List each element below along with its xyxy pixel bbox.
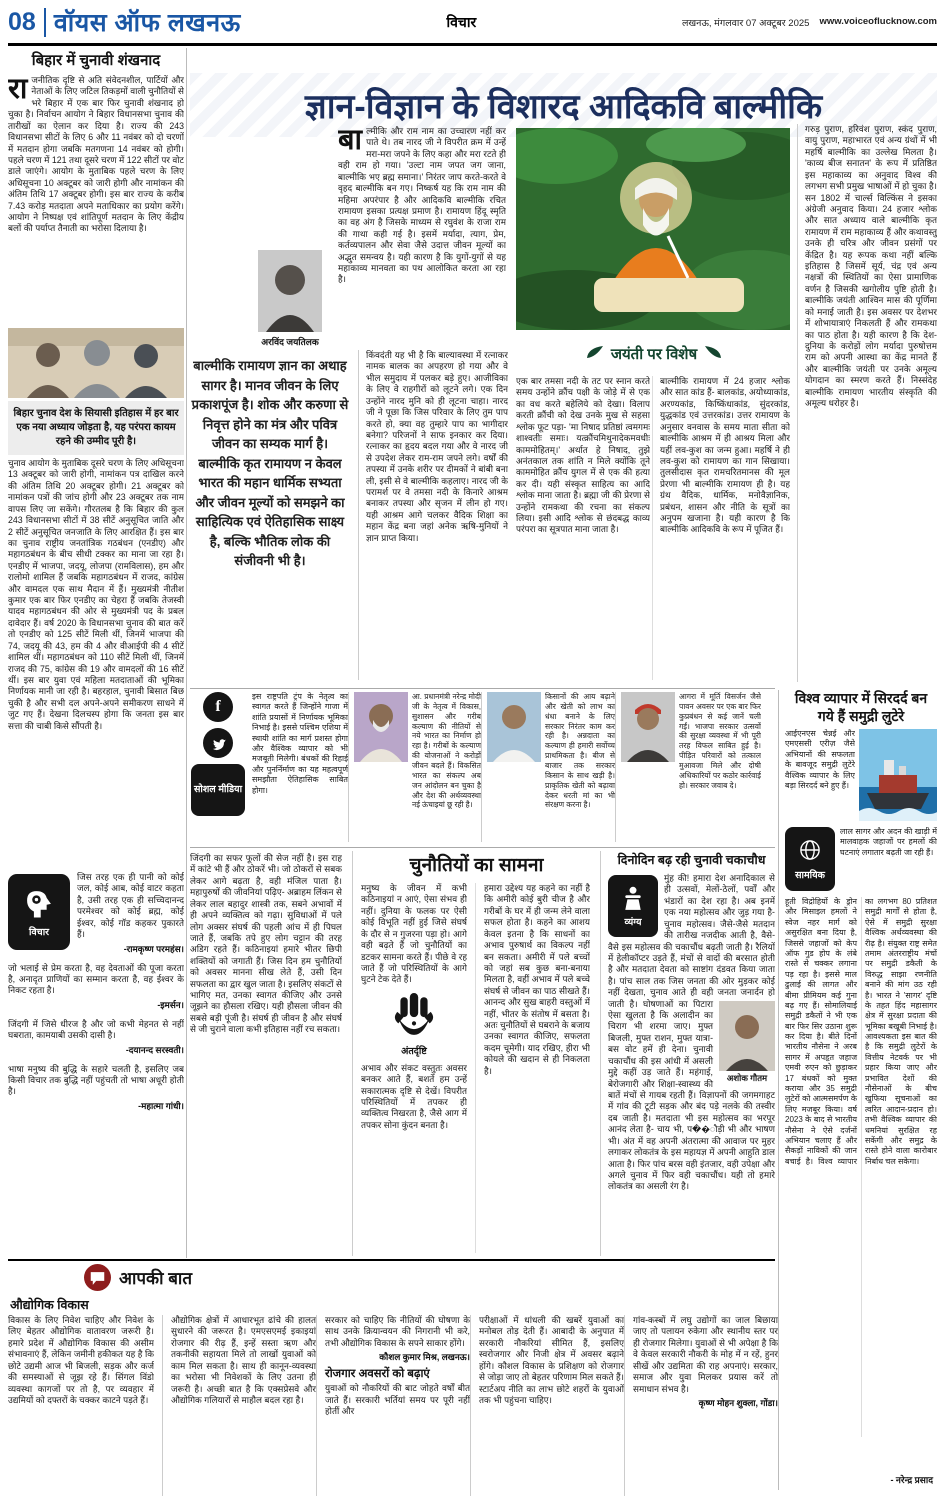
thinker-icon bbox=[22, 886, 56, 925]
author-name: अरविंद जयतिलक bbox=[261, 337, 319, 347]
column-divider bbox=[186, 48, 187, 1258]
challenges-body-1a: मनुष्य के जीवन में कभी कठिनाइयां न आएं, ऐसा संभव ही नहीं। दुनिया के फलक पर ऐसी कोई विभूति नहीं हुई जिसे संघर्ष के दौर से न गुजरना पड़ा हो। आगे वही बढ़ते हैं जो चुनौतियों का डटकर सामना करते हैं। पीछे वे रह जाते हैं जो परिस्थितियों के आगे घुटने टेक देते हैं। bbox=[361, 883, 467, 985]
columnist-photo bbox=[719, 1001, 775, 1071]
ship-photo bbox=[859, 729, 937, 821]
section-title: विचार bbox=[446, 13, 477, 30]
satire-badge-label: व्यंग्य bbox=[624, 917, 642, 929]
valmiki-article bbox=[190, 118, 937, 686]
challenges-body-1b: अभाव और संकट वस्तुतः अवसर बनकर आते हैं, बशर्ते हम उन्हें सकारात्मक दृष्टि से देखें। विपरीत परिस्थितियों में तपकर ही व्यक्तित्व निखरता है, जैसे आग में तपकर सोना कुंदन बनता है। bbox=[361, 1062, 467, 1130]
page-header bbox=[8, 3, 937, 41]
page-number: 08 bbox=[8, 8, 46, 37]
letter-col-b: औद्योगिक क्षेत्रों में आधारभूत ढांचे की हालत सुधारने की जरूरत है। एमएसएमई इकाइयां रोजगार की रीढ़ हैं, इन्हें सस्ता ऋण और तकनीकी सहायता मिले तो लाखों युवाओं को काम मिल सकता है। साथ ही कानून-व्यवस्था का भरोसा भी निवेशकों के लिए उतना ही जरूरी है। अच्छी बात है कि एक्सप्रेसवे और औद्योगिक गलियारों से माहौल बदल रहा है। bbox=[162, 1315, 316, 1496]
shivraj-post bbox=[481, 692, 615, 842]
leaf-icon bbox=[586, 345, 604, 363]
quote-text: जिंदगी में जिसे धीरज है और जो कभी मेहनत से नहीं घबराता, कामयाबी उसकी दासी है। bbox=[8, 1018, 184, 1041]
social-media-badge bbox=[191, 764, 245, 816]
letter-byline-2: कृष्ण मोहन शुक्ला, गोंडा। bbox=[698, 1397, 778, 1408]
social-post-text: इस राष्ट्रपति ट्रंप के नेतृत्व का स्वागत करते हैं जिन्होंने गाजा में शांति प्रयासों में निर्णायक भूमिका निभाई है। इससे पश्चिम एशिया में स्थायी शांति का मार्ग प्रशस्त होगा और वैश्विक व्यापार को भी मजबूती मिलेगी। बंधकों की रिहाई और पुनर्निर्माण का यह महत्वपूर्ण समझौता ऐतिहासिक साबित होगा। bbox=[252, 692, 348, 795]
bihar-article bbox=[8, 50, 184, 850]
letter-byline-1: कौशल कुमार मिश्र, लखनऊ। bbox=[379, 1352, 470, 1363]
columnist-name: अशोक गौतम bbox=[726, 1072, 768, 1083]
glare-body-2: घोषणाओं का पिटारा ऐसा खुलता है कि अलादीन का चिराग भी शरमा जाए। मुफ्त बिजली, मुफ्त राशन, मुफ्त यात्रा- बस वोट हमें ही देना। चुनावी चकाचौंध की इस आंधी में असली मुद्दे कहीं उड़ जाते हैं। महंगाई, बेरोजगारी और शिक्षा-स्वास्थ्य की बातें मंचों से गायब रहती हैं। विज्ञापनों की जगमगाहट में गांव की टूटी सड़क और बंद पड़े नलके की तस्वीर दब जाती है। मतदाता भी इस महोत्सव का भरपूर आनंद लेता है- चाय भी, प��ौड़ी भी और भाषण भी। अंत में वह अपनी अंतरात्मा की आवाज पर मुहर लगाकर लोकतंत्र के इस महायज्ञ में अपनी आहुति डाल आता है। फिर पांच बरस वही इंतजार, वही उपेक्षा और अगले चुनाव में फिर वही चकाचौंध। यही तो हमारे लोकतंत्र का असली रंग है। bbox=[608, 998, 775, 1192]
bihar-body-1: राजनीतिक दृष्टि से अति संवेदनशील, पार्टियों और नेताओं के लिए जटिल तिकड़मों वाली चुनौतियों से भरे बिहार में एक बार फिर चुनावी शंखनाद हो चुका है। निर्वाचन आयोग ने बिहार विधानसभा चुनाव की तारीखों का ऐलान कर दिया है। राज्य की 243 विधानसभा सीटों के लिए 6 और 11 नवंबर को दो चरणों में मतदान होगा जबकि मतगणना 14 नवंबर को होगी। पहले चरण में 121 तथा दूसरे चरण में 122 सीटों पर वोट डाले जाएंगे। आयोग के मुताबिक पहले चरण के लिए अधिसूचना 10 अक्टूबर को जारी होगी और नामांकन की अंतिम तिथि 17 अक्टूबर होगी। इस बार राज्य के करीब 7.43 करोड़ मतदाता अपने मताधिकार का प्रयोग करेंगे। आयोग ने निष्पक्ष एवं शांतिपूर्ण मतदान के लिए केंद्रीय बलों की पर्याप्त तैनाती का भरोसा दिलाया है। bbox=[8, 75, 184, 234]
glare-headline: दिनोदिन बढ़ रही चुनावी चकाचौध bbox=[617, 853, 766, 867]
quote-author: -इमर्सन। bbox=[157, 999, 184, 1010]
speech-bubble-icon bbox=[84, 1264, 111, 1291]
akhilesh-post bbox=[615, 692, 761, 842]
employment-start: युवाओं को नौकरियों की बाट जोहते वर्षों बीत जाते हैं। सरकारी भर्तियां समय पर पूरी नहीं होतीं और bbox=[325, 1383, 470, 1417]
quote-author: -महात्मा गांधी। bbox=[138, 1100, 184, 1111]
akhilesh-caption: आगरा में मूर्ति विसर्जन जैसे पावन अवसर पर एक बार फिर कुप्रबंधन से कई जानें चली गईं। भाजपा सरकार उत्सवों की सुरक्षा व्यवस्था में भी पूरी तरह विफल साबित हुई है। पीड़ित परिवारों को तत्काल मुआवजा मिले और दोषी अधिकारियों पर कठोर कार्रवाई हो। सरकार जवाब दे। bbox=[679, 692, 761, 790]
challenges-col-1 bbox=[361, 883, 467, 1253]
pirates-intro: आईएनएस चेन्नई और एमएससी एरीज़ जैसे अभियानों की सफलता के बावजूद समुद्री लुटेरे वैश्विक व्यापार के लिए बड़ा सिरदर्द बने हुए हैं। bbox=[785, 729, 855, 790]
divider bbox=[8, 1259, 775, 1261]
divider bbox=[190, 847, 775, 848]
social-media-box bbox=[190, 692, 348, 842]
shivraj-caption: किसानों की आय बढ़ाने और खेती को लाभ का धंधा बनाने के लिए सरकार निरंतर काम कर रही है। अन्नदाता का कल्याण ही हमारी सर्वोच्च प्राथमिकता है। बीज से बाजार तक सरकार किसान के साथ खड़ी है। प्राकृतिक खेती को बढ़ावा देकर धरती मां का भी संरक्षण करना है। bbox=[545, 692, 615, 810]
challenges-headline: चुनौतियों का सामना bbox=[409, 855, 544, 876]
insight-badge-label: अंतर्दृष्टि bbox=[401, 1045, 427, 1057]
bihar-body-2: चुनाव आयोग के मुताबिक दूसरे चरण के लिए अधिसूचना 13 अक्टूबर को जारी होगी, नामांकन पत्र दाखिल करने की अंतिम तिथि 20 अक्टूबर होगी। 21 अक्टूबर को नामांकन पत्रों की जांच होगी और 23 अक्टूबर तक नाम वापस लिए जा सकेंगे। गौरतलब है कि बिहार की कुल 243 विधानसभा सीटों में 38 सीटें अनुसूचित जाति और 2 सीटें अनुसूचित जनजाति के लिए आरक्षित हैं। इस बार का चुनाव राष्ट्रीय जनतांत्रिक गठबंधन (एनडीए) और महागठबंधन के बीच सीधी टक्कर का माना जा रहा है। एनडीए में भाजपा, जदयू, लोजपा (रामविलास), हम और रालोमो शामिल हैं जबकि महागठबंधन में राजद, कांग्रेस और वामदल एक साथ मैदान में हैं। मुख्यमंत्री नीतीश कुमार एक बार फिर एनडीए का चेहरा हैं जबकि तेजस्वी यादव महागठबंधन की ओर से मुख्यमंत्री पद के प्रबल दावेदार हैं। वर्ष 2020 के विधानसभा चुनाव की बात करें तो एनडीए को 125 सीटें मिली थीं, जिनमें भाजपा की 74, जदयू की 43, हम की 4 और वीआईपी की 4 सीटें शामिल थीं। महागठबंधन को 110 सीटें मिली थीं, जिनमें राजद की 75, कांग्रेस की 19 और वामदलों की 16 सीटें थीं। इस बार युवा एवं महिला मतदाताओं की भूमिका निर्णायक मानी जा रही है। बहरहाल, चुनावी बिसात बिछ चुकी है और सभी दल अपने-अपने समीकरण साधने में जुट गए हैं। देखना दिलचस्प होगा कि जनता इस बार सत्ता की चाबी किसे सौंपती है। bbox=[8, 458, 184, 731]
social-media-badge-label: सोशल मीडिया bbox=[193, 783, 243, 795]
vichar-badge-label: विचार bbox=[28, 926, 50, 938]
challenges-flank-column: जिंदगी का सफर फूलों की सेज नहीं है। इस राह में कांटे भी हैं और ठोकरें भी। जो ठोकरों से सबक लेकर आगे बढ़ता है, वही मंजिल पाता है। महापुरुषों की जीवनियां पढ़िए- अब्राहम लिंकन से लेकर लाल बहादुर शास्त्री तक, सबने अभावों में ही अपने व्यक्तित्व को गढ़ा। सुविधाओं में पले लोग अक्सर संघर्ष की पहली आंच में ही पिघल जाते हैं, जबकि तपे हुए लोग चट्टान की तरह अडिग रहते हैं। कठिनाइयां हमारे भीतर छिपी शक्तियों को जगाती हैं। जिस दिन हम चुनौतियों को अवसर मानना सीख लेते हैं, उसी दिन सफलता का द्वार खुल जाता है। इसलिए संकटों से भागिए मत, उनका स्वागत कीजिए और उनसे जूझने का हौसला रखिए। यही हौसला जीवन की सबसे बड़ी पूंजी है। संघर्ष ही जीवन है और संघर्ष से जी चुराने वाला कभी इतिहास नहीं रच सकता। bbox=[190, 853, 342, 1035]
letter-col-c bbox=[316, 1315, 470, 1496]
globe-icon bbox=[796, 836, 824, 869]
quote-item bbox=[8, 1064, 184, 1112]
challenges-col-2: हमारा उद्देश्य यह कहने का नहीं है कि अमीरी कोई बुरी चीज है और गरीबों के घर में ही जन्म लेने वाला सफल होता है। कहने का आशय केवल इतना है कि साधनों का अभाव पुरुषार्थ का विकल्प नहीं बन सकता। अमीरी में पले बच्चों को जहां सब कुछ बना-बनाया मिलता है, वहीं अभाव में पले बच्चे संघर्ष से जीवन का पाठ सीखते हैं। आनन्द और सुख बाहरी वस्तुओं में नहीं, भीतर के संतोष में बसता है। अतः चुनौतियों से घबराने के बजाय उनका स्वागत कीजिए, सफलता कदम चूमेगी। याद रखिए, हीरा भी कोयले की खदान से ही निकलता है। bbox=[475, 883, 590, 1253]
quote-text: जिस तरह एक ही पानी को कोई जल, कोई आब, कोई वाटर कहता है, उसी तरह एक ही सच्चिदानन्द परमेश्वर को कोई ब्रह्म, कोई ईश्वर, कोई गॉड कहकर पुकारते हैं। bbox=[77, 872, 184, 940]
valmiki-col-right: गरुड़ पुराण, हरिवंश पुराण, स्कंद पुराण, वायु पुराण, महाभारत एवं अन्य ग्रंथों में भी महर्षि बाल्मीकि का उल्लेख मिलता है। 'काव्य बीज सनातन' के रूप में प्रतिष्ठित इस महाकाव्य का अनुवाद विश्व की लगभग सभी प्रमुख भाषाओं में हो चुका है। सन 1802 में चार्ल्स विल्किंस ने इसका अंग्रेजी अनुवाद किया। 24 हजार श्लोक और सात अध्याय वाले बाल्मीकि कृत रामायण में राम महाकाव्य हैं और कथावस्तु उनके ही चरित्र और जीवन प्रसंगों पर केंद्रित है। यह रूपक कथा नहीं बल्कि इतिहास है जिसमें सूर्य, चंद्र एवं अन्य नक्षत्रों की स्थितियों का ऐसा प्रामाणिक वर्णन है जिसकी खगोलीय पुष्टि होती है। बाल्मीकि जयंती आश्विन मास की पूर्णिमा को मनाई जाती है। इस अवसर पर देशभर में शोभायात्राएं निकलती हैं और रामकथा का पाठ होता है। यही कारण है कि देश-दुनिया के करोड़ों लोग मर्यादा पुरुषोत्तम राम को अपनी आस्था का केंद्र मानते हैं और बाल्मीकि जयंती पर उनके अमूल्य योगदान का स्मरण करते हैं। निस्संदेह बाल्मीकि रामायण भारतीय संस्कृति की अमूल्य धरोहर है। bbox=[797, 124, 937, 682]
columnist-block bbox=[719, 1001, 775, 1084]
quote-author: -रामकृष्ण परमहंस। bbox=[123, 943, 184, 954]
bihar-politicians-photo bbox=[8, 328, 184, 398]
letter-col-e bbox=[624, 1315, 778, 1496]
challenges-article bbox=[352, 851, 592, 1256]
bihar-dropcap: रा bbox=[8, 75, 28, 105]
middle-band bbox=[190, 692, 775, 842]
vichar-quotes-box bbox=[8, 872, 184, 1258]
modi-photo bbox=[354, 692, 408, 762]
satire-badge bbox=[608, 875, 658, 937]
twitter-icon bbox=[203, 728, 233, 758]
employment-headline: रोजगार अवसरों को बढ़ाएं bbox=[325, 1368, 430, 1381]
aapki-baat-label: आपकी बात bbox=[119, 1269, 193, 1288]
quote-author: -दयानन्द सरस्वती। bbox=[125, 1044, 184, 1055]
valmiki-col-1: किंवदंती यह भी है कि बाल्यावस्था में रत्नाकर नामक बालक का अपहरण हो गया और वे भील समुदाय में पलकर बड़े हुए। आजीविका के लिए वे राहगीरों को लूटने लगे। एक दिन उन्होंने नारद मुनि को ही लूटना चाहा। नारद जी ने पूछा कि जिस परिवार के लिए तुम पाप करते हो, क्या वह तुम्हारे पाप का भागीदार बनेगा? परिजनों ने साफ इनकार कर दिया। रत्नाकर का हृदय बदल गया और वे नारद जी से उपदेश लेकर राम-राम जपने लगे। वर्षों की तपस्या में उनके शरीर पर दीमकों ने बांबी बना ली, इसी से वे बाल्मीकि कहलाए। नारद जी के परामर्श पर वे तमसा नदी के किनारे आश्रम बनाकर तपस्या और सृजन में लीन हो गए। यही आश्रम आगे चलकर वैदिक शिक्षा का महान केंद्र बना जहां अनेक ऋषि-मुनियों ने ज्ञान प्राप्त किया। bbox=[358, 350, 508, 680]
facebook-icon: f bbox=[203, 692, 233, 722]
social-icons bbox=[190, 692, 246, 842]
main-headline: ज्ञान-विज्ञान के विशारद आदिकवि बाल्मीकि bbox=[190, 73, 937, 137]
leaf-icon bbox=[704, 345, 722, 363]
jayanti-badge bbox=[522, 342, 786, 366]
website-url: www.voiceoflucknow.com bbox=[819, 15, 937, 27]
pirates-byline: - नरेन्द्र प्रसाद bbox=[885, 1473, 933, 1486]
insight-badge bbox=[382, 992, 446, 1057]
valmiki-dropcap: बा bbox=[338, 126, 363, 156]
letter-col-a: विकास के लिए निवेश चाहिए और निवेश के लिए बेहतर औद्योगिक वातावरण जरूरी है। हमारे प्रदेश में औद्योगिक विकास की असीम संभावनाएं हैं, लेकिन जमीनी हकीकत यह है कि छोटे उद्यमी आज भी बिजली, सड़क और कर्ज की समस्याओं से जूझ रहे हैं। सिंगल विंडो व्यवस्था कागजों पर तो है, पर व्यवहार में उद्यमियों को दफ्तरों के चक्कर काटने पड़ते हैं। bbox=[8, 1315, 154, 1405]
samyik-badge bbox=[785, 827, 835, 891]
hamsa-icon bbox=[393, 1025, 435, 1042]
valmiki-illustration bbox=[516, 128, 790, 330]
bihar-photo-caption: बिहार चुनाव देश के सियासी इतिहास में हर बार एक नया अध्याय जोड़ता है, यह परंपरा कायम रहने की उम्मीद पूरी है। bbox=[8, 401, 184, 455]
author-photo bbox=[258, 250, 322, 332]
valmiki-intro: बाल्मीकि और राम नाम का उच्चारण नहीं कर पाते थे। तब नारद जी ने विपरीत क्रम में उन्हें मरा-मरा जपने के लिए कहा और मरा रटते ही वही राम हो गया। 'उल्टा नाम जपत जग जाना, बाल्मीकि भए ब्रह्म समाना।' निरंतर जाप करते-करते वे वृहद बाल्मीकि बन गए। निष्कर्ष यह कि राम नाम की महिमा अपरंपार है और आदिकवि बाल्मीकि रचित रामायण इसका प्रत्यक्ष प्रमाण है। रामायण हिंदू स्मृति का वह अंग है जिसके माध्यम से रघुवंश के राजा राम की गाथा कही गई है। इसमें मर्यादा, त्याग, प्रेम, कर्तव्यपालन और सेवा जैसे उदात्त जीवन मूल्यों का अद्भुत समन्वय है। यही कारण है कि युगों-युगों से यह महाकाव्य मानवता का पथ आलोकित करता आ रहा है। bbox=[338, 126, 506, 285]
employment-ending: गांव-कस्बों में लघु उद्योगों का जाल बिछाया जाए तो पलायन रुकेगा और स्थानीय स्तर पर ही रोजगार मिलेगा। युवाओं से भी अपेक्षा है कि वे केवल सरकारी नौकरी के मोह में न रहें, हुनर सीखें और उद्यमिता की राह अपनाएं। सरकार, समाज और युवा मिलकर प्रयास करें तो समाधान संभव है। bbox=[633, 1315, 778, 1394]
industrial-headline: औद्योगिक विकास bbox=[10, 1298, 89, 1312]
dateline-block bbox=[682, 16, 937, 29]
letter-col-d: परीक्षाओं में धांधली की खबरें युवाओं का मनोबल तोड़ देती हैं। आबादी के अनुपात में सरकारी नौकरियां सीमित हैं, इसलिए स्वरोजगार और निजी क्षेत्र में अवसर बढ़ाने होंगे। कौशल विकास के प्रशिक्षण को रोजगार से जोड़ा जाए तो बेहतर परिणाम मिल सकते हैं। स्टार्टअप नीति का लाभ छोटे शहरों के युवाओं तक भी पहुंचना चाहिए। bbox=[470, 1315, 624, 1496]
election-glare-article bbox=[600, 851, 775, 1256]
samyik-badge-label: सामयिक bbox=[795, 870, 825, 882]
modi-caption: आ. प्रधानमंत्री नरेन्द्र मोदी जी के नेतृत्व में विकास, सुशासन और गरीब कल्याण की नीतियों से नये भारत का निर्माण हो रहा है। गरीबों के कल्याण की योजनाओं ने करोड़ों जीवन बदले हैं। विकसित भारत का संकल्प अब जन आंदोलन बन चुका है और देश की अर्थव्यवस्था नई ऊंचाइयां छू रही है। bbox=[412, 692, 481, 810]
pirates-article bbox=[778, 690, 937, 1490]
glare-body-1: मुंह की! हमारा देश अनादिकाल से ही उत्सवों, मेलों-ठेलों, पर्वों और भंडारों का देश रहा है। अब इनमें एक नया महोत्सव और जुड़ गया है- चुनाव महोत्सव। जैसे-जैसे मतदान की तारीख नजदीक आती है, वैसे-वैसे इस महोत्सव की चकाचौंध बढ़ती जाती है। रैलियों में हेलीकॉप्टर उड़ते हैं, मंचों से वादों की बरसात होती है और मतदाता देवता को साष्टांग दंडवत किया जाता है। पांच साल तक जिस जनता की ओर मुड़कर कोई नहीं देखता, चुनाव आते ही वही जनता जनार्दन हो जाती है। bbox=[608, 873, 775, 1009]
quote-text: जो भलाई से प्रेम करता है, वह देवताओं की पूजा करता है, अनादृत प्राणियों का सम्मान करता है, वह ईश्वर के निकट रहता है। bbox=[8, 962, 184, 996]
bihar-headline: बिहार में चुनावी शंखनाद bbox=[31, 52, 161, 69]
pirates-mid: लाल सागर और अदन की खाड़ी में मालवाहक जहाजों पर हमलों की घटनाएं लगातार बढ़ती जा रही हैं। bbox=[840, 827, 937, 857]
valmiki-col-3: बाल्मीकि रामायण में 24 हजार श्लोक और सात कांड हैं- बालकांड, अयोध्याकांड, अरण्यकांड, किष्किंधाकांड, सुंदरकांड, युद्धकांड एवं उत्तरकांड। उत्तर रामायण के अनुसार वनवास के समय माता सीता को बाल्मीकि आश्रम में ही आश्रय मिला और यहीं लव-कुश का जन्म हुआ। महर्षि ने ही लव-कुश को रामायण का गान सिखाया। तुलसीदास कृत रामचरितमानस की मूल प्रेरणा भी बाल्मीकि रामायण ही है। यह ग्रंथ वैदिक, धार्मिक, मनोवैज्ञानिक, प्रबंधन, शासन और नीति के सूत्रों का अनुपम खजाना है। यही कारण है कि बाल्मीकि आदिकवि के रूप में पूजित हैं। bbox=[652, 376, 790, 680]
glare-body bbox=[608, 873, 775, 1249]
dateline: लखनऊ, मंगलवार 07 अक्टूबर 2025 bbox=[681, 17, 810, 29]
pull-quote: बाल्मीकि रामायण ज्ञान का अथाह सागर है। मानव जीवन के लिए प्रकाशपूंज है। शोक और करुणा से निवृत्त होने का मंत्र और पवित्र जीवन का सम्यक मार्ग है। बाल्मीकि कृत रामायण न केवल भारत की महान धार्मिक सभ्यता और जीवन मूल्यों को समझने का साहित्यिक एवं ऐतिहासिक साक्ष्य है, बल्कि भौतिक लोक की संजीवनी भी है। bbox=[191, 358, 349, 568]
divider bbox=[190, 688, 775, 689]
author-block bbox=[248, 250, 332, 348]
header-divider bbox=[8, 43, 937, 46]
podium-speaker-icon bbox=[619, 883, 647, 916]
vichar-badge bbox=[8, 874, 70, 950]
industrial-ending: सरकार को चाहिए कि नीतियों की घोषणा के साथ उनके क्रियान्वयन की निगरानी भी करे, तभी औद्योगिक विकास के सपने साकार होंगे। bbox=[325, 1315, 470, 1348]
shivraj-photo bbox=[487, 692, 541, 762]
valmiki-col-2: एक बार तमसा नदी के तट पर स्नान करते समय उन्होंने क्रौंच पक्षी के जोड़े में से एक का वध करते बहेलिये को देखा। विलाप करती क्रौंची को देख उनके मुख से सहसा श्लोक फूट पड़ा- 'मा निषाद प्रतिष्ठां त्वमगमः शाश्वतीः समाः। यत्क्रौंचमिथुनादेकमवधीः काममोहितम्।' अर्थात हे निषाद, तुझे अनंतकाल तक शांति न मिले क्योंकि तूने काममोहित क्रौंच युगल में से एक की हत्या कर दी। यही संस्कृत साहित्य का आदि श्लोक माना जाता है। ब्रह्मा जी की प्रेरणा से उन्होंने रामकथा की रचना का संकल्प लिया। इसी आदि श्लोक से छंदबद्ध काव्य परंपरा का सूत्रपात माना जाता है। bbox=[516, 376, 650, 535]
masthead-title: वॉयस ऑफ लखनऊ bbox=[53, 9, 241, 37]
quote-item bbox=[8, 963, 184, 1011]
quote-item bbox=[8, 1019, 184, 1056]
akhilesh-photo bbox=[621, 692, 675, 762]
quote-text: भाषा मनुष्य की बुद्धि के सहारे चलती है, इसलिए जब किसी विचार तक बुद्धि नहीं पहुंचती तो भाषा अधूरी होती है। bbox=[8, 1063, 184, 1097]
modi-post bbox=[348, 692, 481, 842]
jayanti-badge-label: जयंती पर विशेष bbox=[610, 346, 698, 363]
pirates-body: हूती विद्रोहियों के ड्रोन और मिसाइल हमलों ने स्वेज नहर मार्ग को असुरक्षित बना दिया है, जिससे जहाजों को केप ऑफ गुड होप के लंबे रास्ते से चक्कर लगाना पड़ रहा है। इससे माल ढुलाई की लागत और बीमा प्रीमियम कई गुना बढ़ गए हैं। सोमालियाई समुद्री डकैतों ने भी एक बार फिर सिर उठाना शुरू कर दिया है। बीते दिनों भारतीय नौसेना ने अरब सागर में अपहृत जहाज एमवी रुएन को छुड़ाकर 17 बंधकों को मुक्त कराया और 35 समुद्री लुटेरों को आत्मसमर्पण के लिए मजबूर किया। वर्ष 2023 के बाद से भारतीय नौसेना ने ऐसे दर्जनों अभियान चलाए हैं और सैकड़ों नाविकों की जान बचाई है। विश्व व्यापार का लगभग 80 प्रतिशत समुद्री मार्गों से होता है, ऐसे में समुद्री सुरक्षा वैश्विक अर्थव्यवस्था की रीढ़ है। संयुक्त राष्ट्र समेत तमाम अंतरराष्ट्रीय मंचों पर समुद्री डकैती के विरुद्ध साझा रणनीति बनाने की मांग उठ रही है। भारत ने 'सागर' दृष्टि के तहत हिंद महासागर क्षेत्र में सुरक्षा प्रदाता की भूमिका बखूबी निभाई है। आवश्यकता इस बात की है कि समुद्री लुटेरों के वित्तीय नेटवर्क पर भी प्रहार किया जाए और प्रभावित देशों की नौसेनाओं के बीच खुफिया सूचनाओं का त्वरित आदान-प्रदान हो। तभी वैश्विक व्यापार की धमनियां सुरक्षित रह सकेंगी और समुद्र के रास्ते होने वाला कारोबार निर्बाध चल सकेगा। bbox=[785, 897, 937, 1166]
aapki-baat-header bbox=[84, 1264, 192, 1291]
pirates-headline: विश्व व्यापार में सिरदर्द बन गये हैं समुद्री लुटेरे bbox=[794, 690, 928, 724]
masthead bbox=[8, 5, 241, 39]
